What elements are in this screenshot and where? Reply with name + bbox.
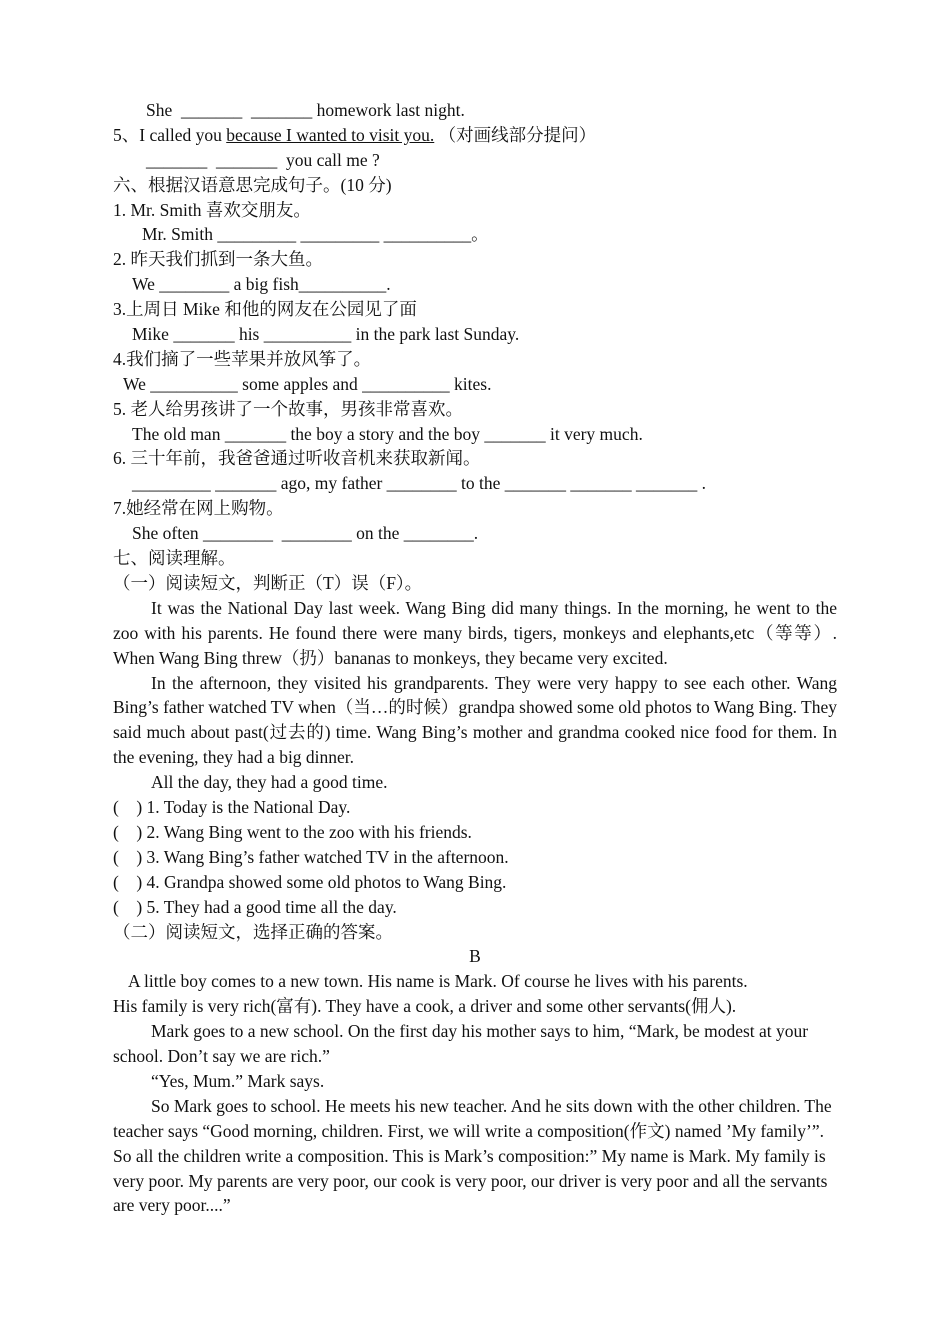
true-false-question: ( ) 3. Wang Bing’s father watched TV in the afternoon. (113, 846, 509, 867)
passage-b-line-2: His family is very rich(富有). They have a cook, a driver and some other servants(佣人). (113, 996, 737, 1017)
passage-b-paragraph-2: Mark goes to a new school. On the first day his mother says to him, “Mark, be modest at your school. Don’t say we are rich.” (113, 1021, 809, 1067)
question-5-start: 5、I called you (113, 124, 227, 145)
section-7-heading: 七、阅读理解。 (113, 548, 236, 569)
sentence-7-chinese: 7.她经常在网上购物。 (113, 498, 284, 519)
passage-a-paragraph-2: In the afternoon, they visited his grandparents. They were very happy to see each other. Wang Bing’s father watched TV when（当…的时候）grandpa showed some old photos to Wang Bing. They said much about past(过去的) time. Wang Bing’s mother and grandma cooked nice food for them. In the evening, they had a big dinner. (113, 672, 837, 768)
question-5-instruction: （对画线部分提问） (434, 124, 597, 145)
true-false-question: ( ) 5. They had a good time all the day. (113, 896, 397, 917)
sentence-6-chinese: 6. 三十年前，我爸爸通过听收音机来获取新闻。 (113, 448, 481, 469)
sentence-4-english: We __________ some apples and __________ kites. (123, 373, 492, 394)
sentence-2-english: We ________ a big fish__________. (132, 274, 391, 295)
sentence-3-chinese: 3.上周日 Mike 和他的网友在公园见了面 (113, 299, 417, 320)
passage-b-paragraph-4: So Mark goes to school. He meets his new teacher. And he sits down with the other children. The teacher says “Good morning, children. First, we will write a composition(作文) named ’My family’”. So all the children write a composition. This is Mark’s composition:” My name is Mark. My family is very poor. My parents are very poor, our cook is very poor, our driver is very poor and all the servants are very poor....” (113, 1095, 832, 1216)
section-6-heading: 六、根据汉语意思完成句子。(10 分) (113, 174, 392, 195)
exam-page (113, 98, 837, 1218)
exercise-line: She _______ _______ homework last night. (146, 100, 465, 120)
true-false-question: ( ) 1. Today is the National Day. (113, 797, 351, 818)
answer-line: _______ _______ you call me ? (146, 149, 380, 170)
sentence-1-chinese: 1. Mr. Smith 喜欢交朋友。 (113, 199, 311, 220)
section-a-heading: （一）阅读短文，判断正（T）误（F）。 (113, 572, 423, 593)
true-false-question: ( ) 2. Wang Bing went to the zoo with his friends. (113, 821, 472, 842)
section-b-heading: （二）阅读短文，选择正确的答案。 (113, 921, 393, 942)
sentence-3-english: Mike _______ his __________ in the park last Sunday. (132, 324, 520, 345)
passage-b-line-1: A little boy comes to a new town. His name is Mark. Of course he lives with his parents. (128, 971, 748, 992)
passage-a-paragraph-1: It was the National Day last week. Wang Bing did many things. In the morning, he went to the zoo with his parents. He found there were many birds, tigers, monkeys and elephants,etc（等等）. When Wang Bing threw（扔）bananas to monkeys, they became very excited. (113, 597, 837, 668)
true-false-question: ( ) 4. Grandpa showed some old photos to Wang Bing. (113, 871, 507, 892)
passage-a-paragraph-3: All the day, they had a good time. (151, 772, 388, 793)
sentence-1-english: Mr. Smith _________ _________ __________。 (142, 224, 489, 245)
sentence-7-english: She often ________ ________ on the ________. (132, 523, 479, 544)
sentence-6-english: _________ _______ ago, my father ________ to the _______ _______ _______ . (132, 473, 707, 494)
passage-b-letter: B (469, 946, 481, 967)
sentence-4-chinese: 4.我们摘了一些苹果并放风筝了。 (113, 348, 372, 369)
question-5-line (113, 123, 837, 148)
underlined-part: because I wanted to visit you. (226, 124, 435, 145)
sentence-2-chinese: 2. 昨天我们抓到一条大鱼。 (113, 249, 323, 270)
passage-b-paragraph-3: “Yes, Mum.” Mark says. (151, 1070, 325, 1091)
sentence-5-chinese: 5. 老人给男孩讲了一个故事，男孩非常喜欢。 (113, 398, 463, 419)
sentence-5-english: The old man _______ the boy a story and the boy _______ it very much. (132, 423, 643, 444)
